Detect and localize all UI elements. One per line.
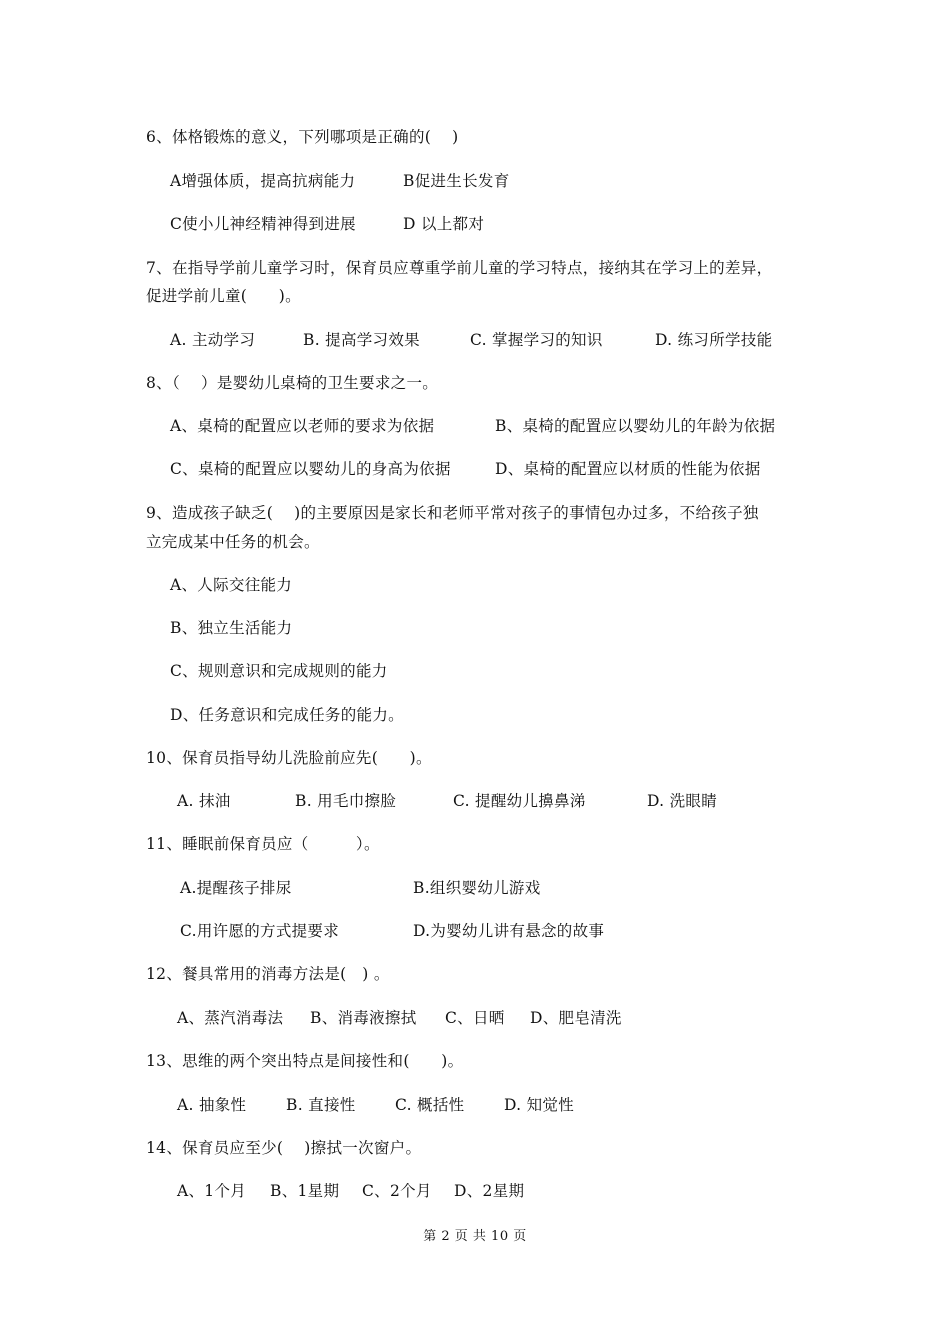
question-7-option-a: A. 主动学习: [170, 331, 256, 349]
question-14-option-c: C、2个月: [362, 1182, 432, 1200]
question-9-stem-line-2: 立完成某中任务的机会。: [146, 533, 320, 551]
question-6-stem: 6、体格锻炼的意义，下列哪项是正确的( ): [146, 128, 459, 146]
question-9-option-a: A、人际交往能力: [170, 576, 293, 594]
question-14-stem: 14、保育员应至少( )擦拭一次窗户。: [146, 1139, 422, 1157]
question-11-option-a: A.提醒孩子排尿: [180, 879, 292, 897]
question-12-stem: 12、餐具常用的消毒方法是( ) 。: [146, 965, 390, 983]
question-11-stem: 11、睡眠前保育员应（ ）。: [146, 835, 380, 853]
question-9-option-d: D、任务意识和完成任务的能力。: [170, 706, 404, 724]
question-7-option-c: C. 掌握学习的知识: [470, 331, 603, 349]
question-11-option-b: B.组织婴幼儿游戏: [413, 879, 541, 897]
question-7-stem-line-2: 促进学前儿童( )。: [146, 287, 301, 305]
question-10-option-d: D. 洗眼睛: [647, 792, 718, 810]
question-6-option-d: D 以上都对: [403, 215, 485, 233]
question-10-option-c: C. 提醒幼儿擤鼻涕: [453, 792, 586, 810]
question-13-option-a: A. 抽象性: [177, 1096, 247, 1114]
question-14-option-a: A、1个月: [177, 1182, 247, 1200]
question-10-option-b: B. 用毛巾擦脸: [295, 792, 397, 810]
question-12-option-a: A、蒸汽消毒法: [177, 1009, 284, 1027]
question-8-option-d: D、桌椅的配置应以材质的性能为依据: [495, 460, 761, 478]
question-8-option-c: C、桌椅的配置应以婴幼儿的身高为依据: [170, 460, 451, 478]
question-9-option-b: B、独立生活能力: [170, 619, 293, 637]
question-11-option-c: C.用许愿的方式提要求: [180, 922, 340, 940]
question-14-option-d: D、2星期: [454, 1182, 525, 1200]
question-10-stem: 10、保育员指导幼儿洗脸前应先( )。: [146, 749, 432, 767]
question-7-option-d: D. 练习所学技能: [655, 331, 773, 349]
page-number-footer: 第 2 页 共 10 页: [423, 1229, 527, 1244]
question-13-option-d: D. 知觉性: [504, 1096, 575, 1114]
question-12-option-c: C、日晒: [445, 1009, 505, 1027]
question-12-option-d: D、肥皂清洗: [530, 1009, 622, 1027]
question-13-stem: 13、思维的两个突出特点是间接性和( )。: [146, 1052, 464, 1070]
question-9-option-c: C、规则意识和完成规则的能力: [170, 662, 388, 680]
question-8-option-a: A、桌椅的配置应以老师的要求为依据: [170, 417, 435, 435]
question-13-option-c: C. 概括性: [395, 1096, 465, 1114]
question-11-option-d: D.为婴幼儿讲有悬念的故事: [413, 922, 605, 940]
question-9-stem-line-1: 9、造成孩子缺乏( )的主要原因是家长和老师平常对孩子的事情包办过多，不给孩子独: [146, 504, 759, 522]
question-7-option-b: B. 提高学习效果: [303, 331, 420, 349]
question-8-stem: 8、（ ）是婴幼儿桌椅的卫生要求之一。: [146, 374, 439, 392]
question-8-option-b: B、桌椅的配置应以婴幼儿的年龄为依据: [495, 417, 776, 435]
question-6-option-b: B促进生长发育: [403, 172, 510, 190]
question-12-option-b: B、消毒液擦拭: [310, 1009, 417, 1027]
question-14-option-b: B、1星期: [270, 1182, 340, 1200]
question-13-option-b: B. 直接性: [286, 1096, 356, 1114]
question-10-option-a: A. 抹油: [177, 792, 231, 810]
question-6-option-a: A增强体质，提高抗病能力: [170, 172, 356, 190]
question-7-stem-line-1: 7、在指导学前儿童学习时，保育员应尊重学前儿童的学习特点，接纳其在学习上的差异，: [146, 259, 773, 277]
question-6-option-c: C使小儿神经精神得到进展: [170, 215, 356, 233]
